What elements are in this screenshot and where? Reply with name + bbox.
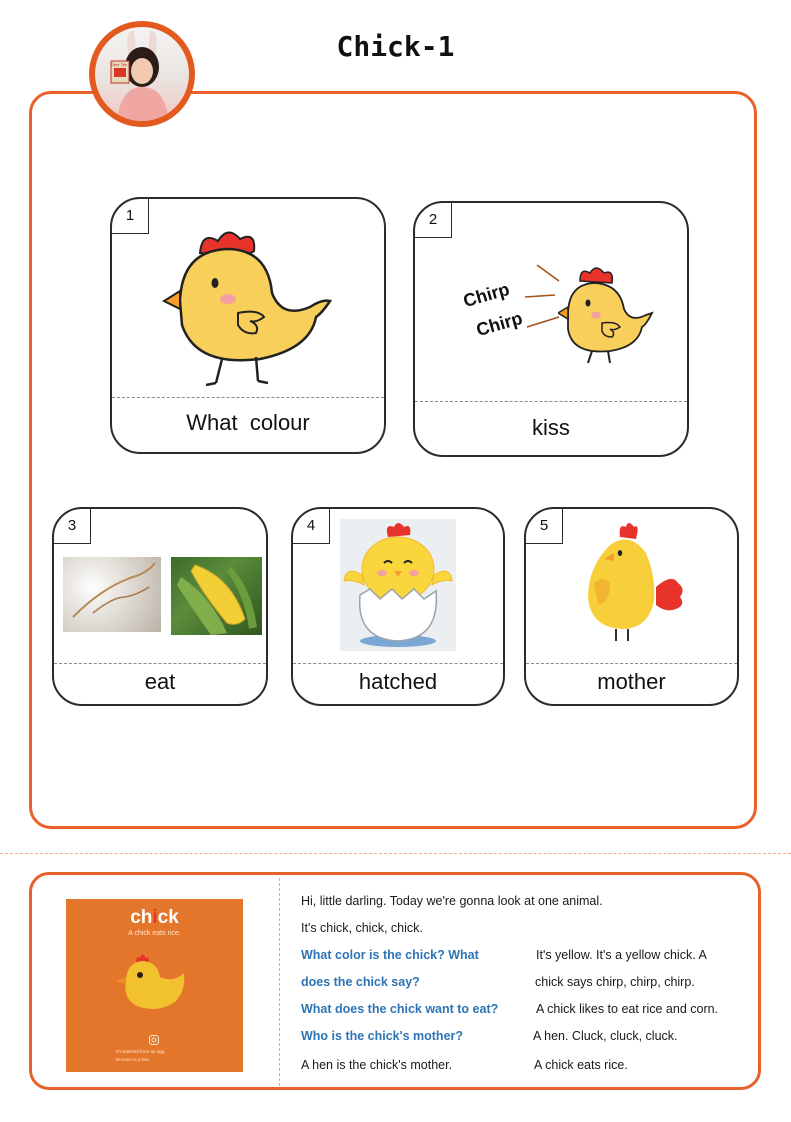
flashcard-hatched[interactable] <box>291 507 505 706</box>
script-question: does the chick say? <box>301 975 420 989</box>
card-label: mother <box>597 669 666 694</box>
card-number: 1 <box>112 199 149 234</box>
hatching-chick-illustration <box>340 519 456 651</box>
script-answer: It's yellow. It's a yellow chick. A <box>536 948 707 962</box>
corn-photo <box>171 557 262 635</box>
hen-illustration <box>580 517 690 641</box>
sound-word-chirp: Chirp <box>461 278 512 312</box>
card-label: What colour <box>186 410 310 435</box>
book-subtitle: A chick eats rice. <box>128 930 181 937</box>
card-number: 5 <box>526 509 563 544</box>
script-line: It's chick, chick, chick. <box>301 921 423 935</box>
book-chick-illustration <box>114 949 198 1019</box>
section-separator <box>0 853 791 854</box>
instagram-icon <box>149 1035 159 1045</box>
card-label: eat <box>144 669 176 694</box>
script-question: Who is the chick's mother? <box>301 1029 464 1043</box>
script-question: What does the chick want to eat? <box>301 1002 499 1016</box>
page-title: Chick-1 <box>336 30 455 63</box>
script-line: Hi, little darling. Today we're gonna look at one animal. <box>301 894 603 908</box>
book-fine-line: Its mom is a hen. <box>116 1057 151 1062</box>
rice-photo <box>63 557 161 632</box>
script-answer: A hen. Cluck, cluck, cluck. <box>533 1029 678 1043</box>
card-number: 2 <box>415 203 452 238</box>
card-number: 4 <box>293 509 330 544</box>
book-title: chick <box>130 907 179 928</box>
script-answer: A chick likes to eat rice and corn. <box>536 1002 719 1016</box>
book-fine-line: It's hatched from an egg. <box>116 1049 166 1054</box>
card-label: hatched <box>358 669 438 694</box>
book-cover <box>66 899 243 1072</box>
flashcard-mother[interactable] <box>524 507 739 706</box>
card-number: 3 <box>54 509 91 544</box>
card-label: kiss <box>532 415 570 440</box>
sound-word-chirp: Chirp <box>474 307 525 341</box>
flashcard-kiss[interactable] <box>413 201 689 457</box>
chirping-chick-illustration <box>558 263 658 367</box>
column-divider <box>279 878 280 1086</box>
script-answer: chick says chirp, chirp, chirp. <box>535 975 695 989</box>
teacher-avatar <box>89 21 195 127</box>
flashcard-what-colour[interactable] <box>110 197 386 454</box>
script-line: A hen is the chick's mother. <box>301 1058 453 1072</box>
flashcard-eat[interactable] <box>52 507 268 706</box>
script-answer: A chick eats rice. <box>534 1058 628 1072</box>
yellow-chick-illustration <box>160 221 340 389</box>
script-question: What color is the chick? What <box>301 948 479 962</box>
avatar-sign-text: Deer Tee <box>111 62 128 67</box>
